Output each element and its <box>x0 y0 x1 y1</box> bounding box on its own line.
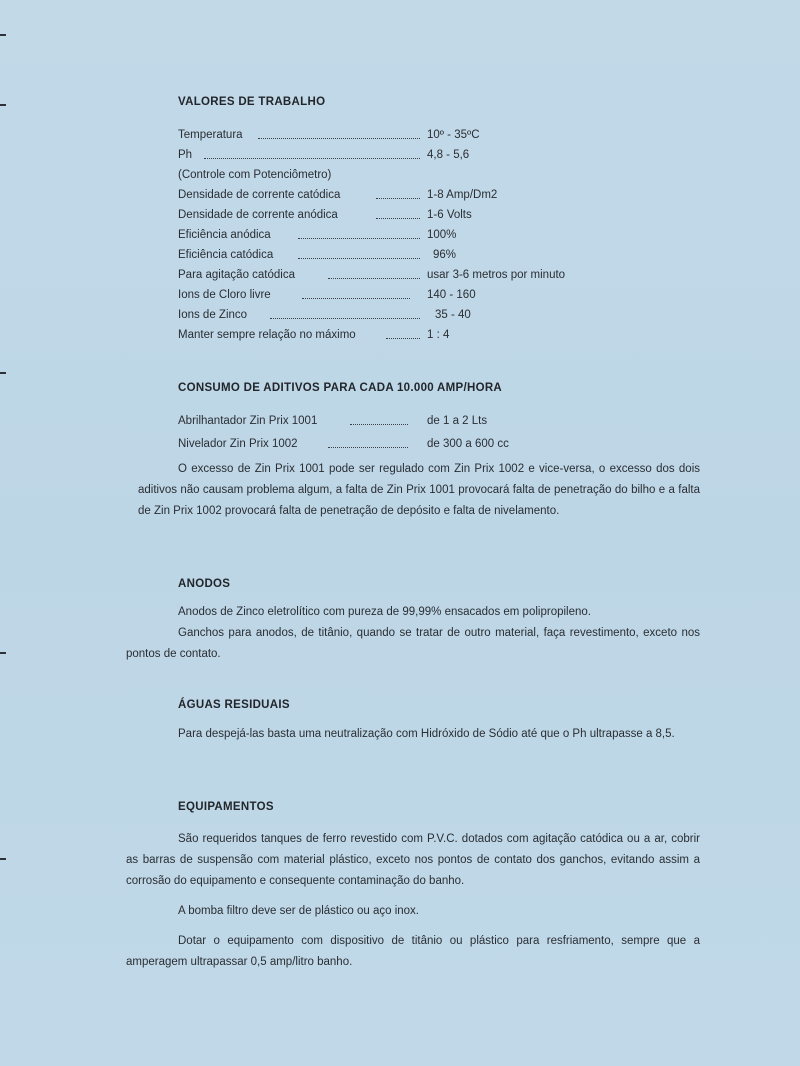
valores-row <box>178 167 658 183</box>
consumo-paragraph: O excesso de Zin Prix 1001 pode ser regulado com Zin Prix 1002 e vice-versa, o excesso dos dois aditivos não causam problema algum, a falta de Zin Prix 1001 provocará falta de penetração do bilho e a falta de Zin Prix 1002 provocará falta de penetração de depósito e falta de nivelamento. <box>138 463 700 517</box>
dot-leader <box>258 138 420 139</box>
row-value: 35 - 40 <box>435 309 471 321</box>
row-value: usar 3-6 metros por minuto <box>427 269 566 281</box>
row-label: Nivelador Zin Prix 1002 <box>178 438 298 450</box>
edge-mark <box>0 858 6 860</box>
edge-mark <box>0 34 6 36</box>
valores-row <box>178 227 658 243</box>
section-title-equipamentos: EQUIPAMENTOS <box>178 801 274 813</box>
row-label: Ions de Cloro livre <box>178 289 271 301</box>
edge-mark <box>0 372 6 374</box>
dot-leader <box>328 278 420 279</box>
row-value: de 1 a 2 Lts <box>427 415 488 427</box>
dot-leader <box>328 447 408 448</box>
row-value: 4,8 - 5,6 <box>427 149 470 161</box>
section-title-valores: VALORES DE TRABALHO <box>178 96 326 108</box>
dot-leader <box>376 218 420 219</box>
row-label: Temperatura <box>178 129 243 141</box>
row-label: Densidade de corrente catódica <box>178 189 341 201</box>
valores-row <box>178 307 658 323</box>
anodos-paragraph-1: Anodos de Zinco eletrolítico com pureza de 99,99% ensacados em polipropileno. <box>178 606 591 618</box>
row-value: 1 : 4 <box>427 329 450 341</box>
row-label: Manter sempre relação no máximo <box>178 329 356 341</box>
row-value: 100% <box>427 229 457 241</box>
row-value: 1-6 Volts <box>427 209 472 221</box>
row-label: Para agitação catódica <box>178 269 295 281</box>
valores-row <box>178 207 658 223</box>
dot-leader <box>298 258 420 259</box>
row-label: (Controle com Potenciômetro) <box>178 169 332 181</box>
equipamentos-paragraph-3: Dotar o equipamento com dispositivo de titânio ou plástico para resfriamento, sempre que a amperagem ultrapassar 0,5 amp/litro banho. <box>126 935 700 968</box>
consumo-row <box>178 436 658 452</box>
dot-leader <box>270 318 420 319</box>
dot-leader <box>376 198 420 199</box>
row-label: Ions de Zinco <box>178 309 248 321</box>
valores-row <box>178 287 658 303</box>
row-label: Eficiência catódica <box>178 249 274 261</box>
valores-row <box>178 327 658 343</box>
valores-row <box>178 187 658 203</box>
consumo-row <box>178 413 658 429</box>
valores-row <box>178 247 658 263</box>
anodos-paragraph-2: Ganchos para anodos, de titânio, quando se tratar de outro material, faça revestimento, exceto nos pontos de contato. <box>126 627 700 660</box>
edge-mark <box>0 652 6 654</box>
row-label: Densidade de corrente anódica <box>178 209 338 221</box>
dot-leader <box>298 238 420 239</box>
dot-leader <box>350 424 408 425</box>
dot-leader <box>386 338 420 339</box>
row-value: 96% <box>433 249 457 261</box>
dot-leader <box>204 158 420 159</box>
valores-row <box>178 127 658 143</box>
row-value: 10º - 35ºC <box>427 129 480 141</box>
row-value: de 300 a 600 cc <box>427 438 509 450</box>
row-label: Abrilhantador Zin Prix 1001 <box>178 415 318 427</box>
row-value: 1-8 Amp/Dm2 <box>427 189 498 201</box>
equipamentos-paragraph-1: São requeridos tanques de ferro revestido com P.V.C. dotados com agitação catódica ou a ar, cobrir as barras de suspensão com material plástico, exceto nos pontos de contato dos ganchos, evitando assim a corrosão do equipamento e consequente contaminação do banho. <box>126 833 700 887</box>
aguas-paragraph: Para despejá-las basta uma neutralização com Hidróxido de Sódio até que o Ph ultrapasse a 8,5. <box>178 728 675 740</box>
valores-row <box>178 147 658 163</box>
edge-mark <box>0 104 6 106</box>
row-value: 140 - 160 <box>427 289 476 301</box>
dot-leader <box>302 298 410 299</box>
equipamentos-paragraph-2: A bomba filtro deve ser de plástico ou aço inox. <box>178 905 420 917</box>
section-title-consumo: CONSUMO DE ADITIVOS PARA CADA 10.000 AMP/HORA <box>178 382 503 394</box>
section-title-anodos: ANODOS <box>178 578 231 590</box>
section-title-aguas: ÁGUAS RESIDUAIS <box>178 699 290 711</box>
valores-row <box>178 267 658 283</box>
row-label: Ph <box>178 149 193 161</box>
row-label: Eficiência anódica <box>178 229 271 241</box>
